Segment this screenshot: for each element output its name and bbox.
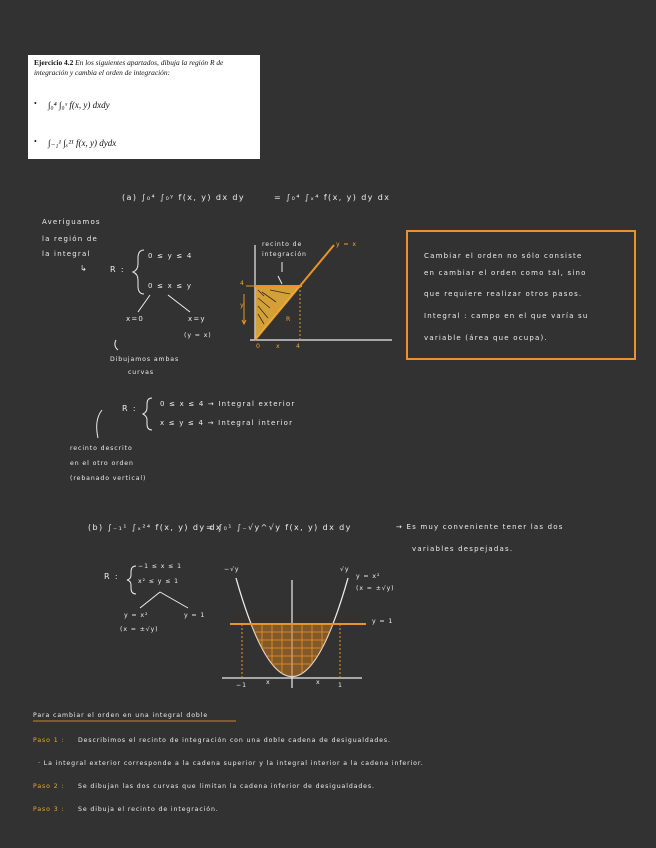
parabola-label: y = x² bbox=[356, 573, 381, 580]
branch-b-left-sub: (x = ±√y) bbox=[120, 626, 159, 633]
part-b-comment-1: → Es muy conveniente tener las dos bbox=[396, 523, 564, 531]
parabola-label-sub: (x = ±√y) bbox=[356, 585, 395, 592]
ineq-a-2: 0 ≤ x ≤ y bbox=[148, 282, 193, 290]
tick-right: 1 bbox=[338, 682, 343, 689]
origin-label: 0 bbox=[256, 343, 261, 350]
step1-label: Paso 1 : bbox=[33, 737, 65, 744]
ineq-b-2: x² ≤ y ≤ 1 bbox=[138, 578, 179, 585]
pos-sqrt-label: √y bbox=[340, 566, 350, 573]
part-b-comment-2: variables despejadas. bbox=[412, 545, 514, 553]
r2-label: R : bbox=[122, 404, 137, 413]
exercise-item-1: ∫₀⁴ ∫₀ˣ f(x, y) dxdy bbox=[48, 100, 110, 110]
step3-label: Paso 3 : bbox=[33, 806, 65, 813]
part-b-eq-right: = ∫₀¹ ∫₋√y^√y f(x, y) dx dy bbox=[206, 523, 352, 532]
recinto-label-2: integración bbox=[262, 251, 307, 258]
graph-a bbox=[242, 245, 392, 340]
line-label-b: y = 1 bbox=[372, 618, 394, 625]
ineq-a-1: 0 ≤ y ≤ 4 bbox=[148, 252, 193, 260]
r2-ineq-2: x ≤ y ≤ 4 → Integral interior bbox=[160, 419, 294, 427]
line-label-a: y = x bbox=[336, 241, 357, 248]
exercise-text: En los siguientes apartados, dibuja la región R de integración y cambia el orden de integración: bbox=[34, 58, 224, 77]
step-bullet: · La integral exterior corresponde a la cadena superior y la integral interior a la cadena inferior. bbox=[38, 760, 424, 767]
r-label-a: R : bbox=[110, 265, 125, 274]
box-line-4: Integral : campo en el que varía su bbox=[424, 312, 589, 320]
region-letter: R bbox=[286, 316, 292, 323]
part-a-eq-right: = ∫₀⁴ ∫ₓ⁴ f(x, y) dy dx bbox=[274, 193, 391, 202]
exercise-heading: Ejercicio 4.2 bbox=[34, 58, 74, 67]
neg-sqrt-label: −√y bbox=[224, 566, 240, 573]
axis-4-y: 4 bbox=[240, 280, 245, 287]
step2-label: Paso 2 : bbox=[33, 783, 65, 790]
branch-b-left: y = x² bbox=[124, 612, 149, 619]
bullet-icon: • bbox=[34, 137, 37, 146]
draw-note-1: Dibujamos ambas bbox=[110, 356, 180, 363]
branch-b-right: y = 1 bbox=[184, 612, 206, 619]
note-box bbox=[406, 230, 636, 360]
branch-a-right: x=y bbox=[188, 315, 206, 323]
part-a-eq-left: (a) ∫₀⁴ ∫₀ʸ f(x, y) dx dy bbox=[122, 193, 246, 202]
axis-y-inner: y bbox=[240, 302, 245, 309]
tick-mid-left: x bbox=[266, 679, 271, 686]
graph-b bbox=[222, 578, 366, 688]
box-line-1: Cambiar el orden no sólo consiste bbox=[424, 252, 583, 260]
draw-note-2: curvas bbox=[128, 369, 154, 376]
steps-title: Para cambiar el orden en una integral doble bbox=[33, 712, 209, 719]
exercise-item-2: ∫₋₁¹ ∫ₓ²¹ f(x, y) dydx bbox=[48, 138, 117, 148]
note-find-1: Averiguamos bbox=[42, 218, 101, 226]
tick-left: −1 bbox=[236, 682, 247, 689]
axis-4-x: 4 bbox=[296, 343, 301, 350]
branch-a-left: x=0 bbox=[126, 315, 145, 323]
arrow-icon: ↳ bbox=[80, 264, 89, 273]
branch-a-right-sub: (y = x) bbox=[184, 332, 212, 339]
box-line-5: variable (área que ocupa). bbox=[424, 334, 548, 342]
box-line-3: que requiere realizar otros pasos. bbox=[424, 290, 583, 298]
r-label-b: R : bbox=[104, 572, 119, 581]
r2-ineq-1: 0 ≤ x ≤ 4 → Integral exterior bbox=[160, 400, 296, 408]
ineq-b-1: −1 ≤ x ≤ 1 bbox=[138, 563, 182, 570]
box-line-2: en cambiar el orden como tal, sino bbox=[424, 269, 587, 277]
step2-text: Se dibujan las dos curvas que limitan la cadena inferior de desigualdades. bbox=[78, 783, 375, 790]
axis-x-inner: x bbox=[276, 343, 281, 350]
bullet-icon: • bbox=[34, 99, 37, 108]
step3-text: Se dibuja el recinto de integración. bbox=[78, 806, 219, 813]
recinto-label-1: recinto de bbox=[262, 241, 303, 248]
tick-mid-right: x bbox=[316, 679, 321, 686]
recinto-note-2: en el otro orden bbox=[70, 460, 134, 467]
part-b-eq-left: (b) ∫₋₁¹ ∫ₓ²⁴ f(x, y) dy dx bbox=[88, 523, 223, 532]
note-find-2: la región de bbox=[42, 235, 98, 243]
step1-text: Describimos el recinto de integración con una doble cadena de desigualdades. bbox=[78, 737, 391, 744]
recinto-note-3: (rebanado vertical) bbox=[70, 475, 147, 482]
note-find-3: la integral bbox=[42, 250, 91, 258]
recinto-note-1: recinto descrito bbox=[70, 445, 133, 452]
